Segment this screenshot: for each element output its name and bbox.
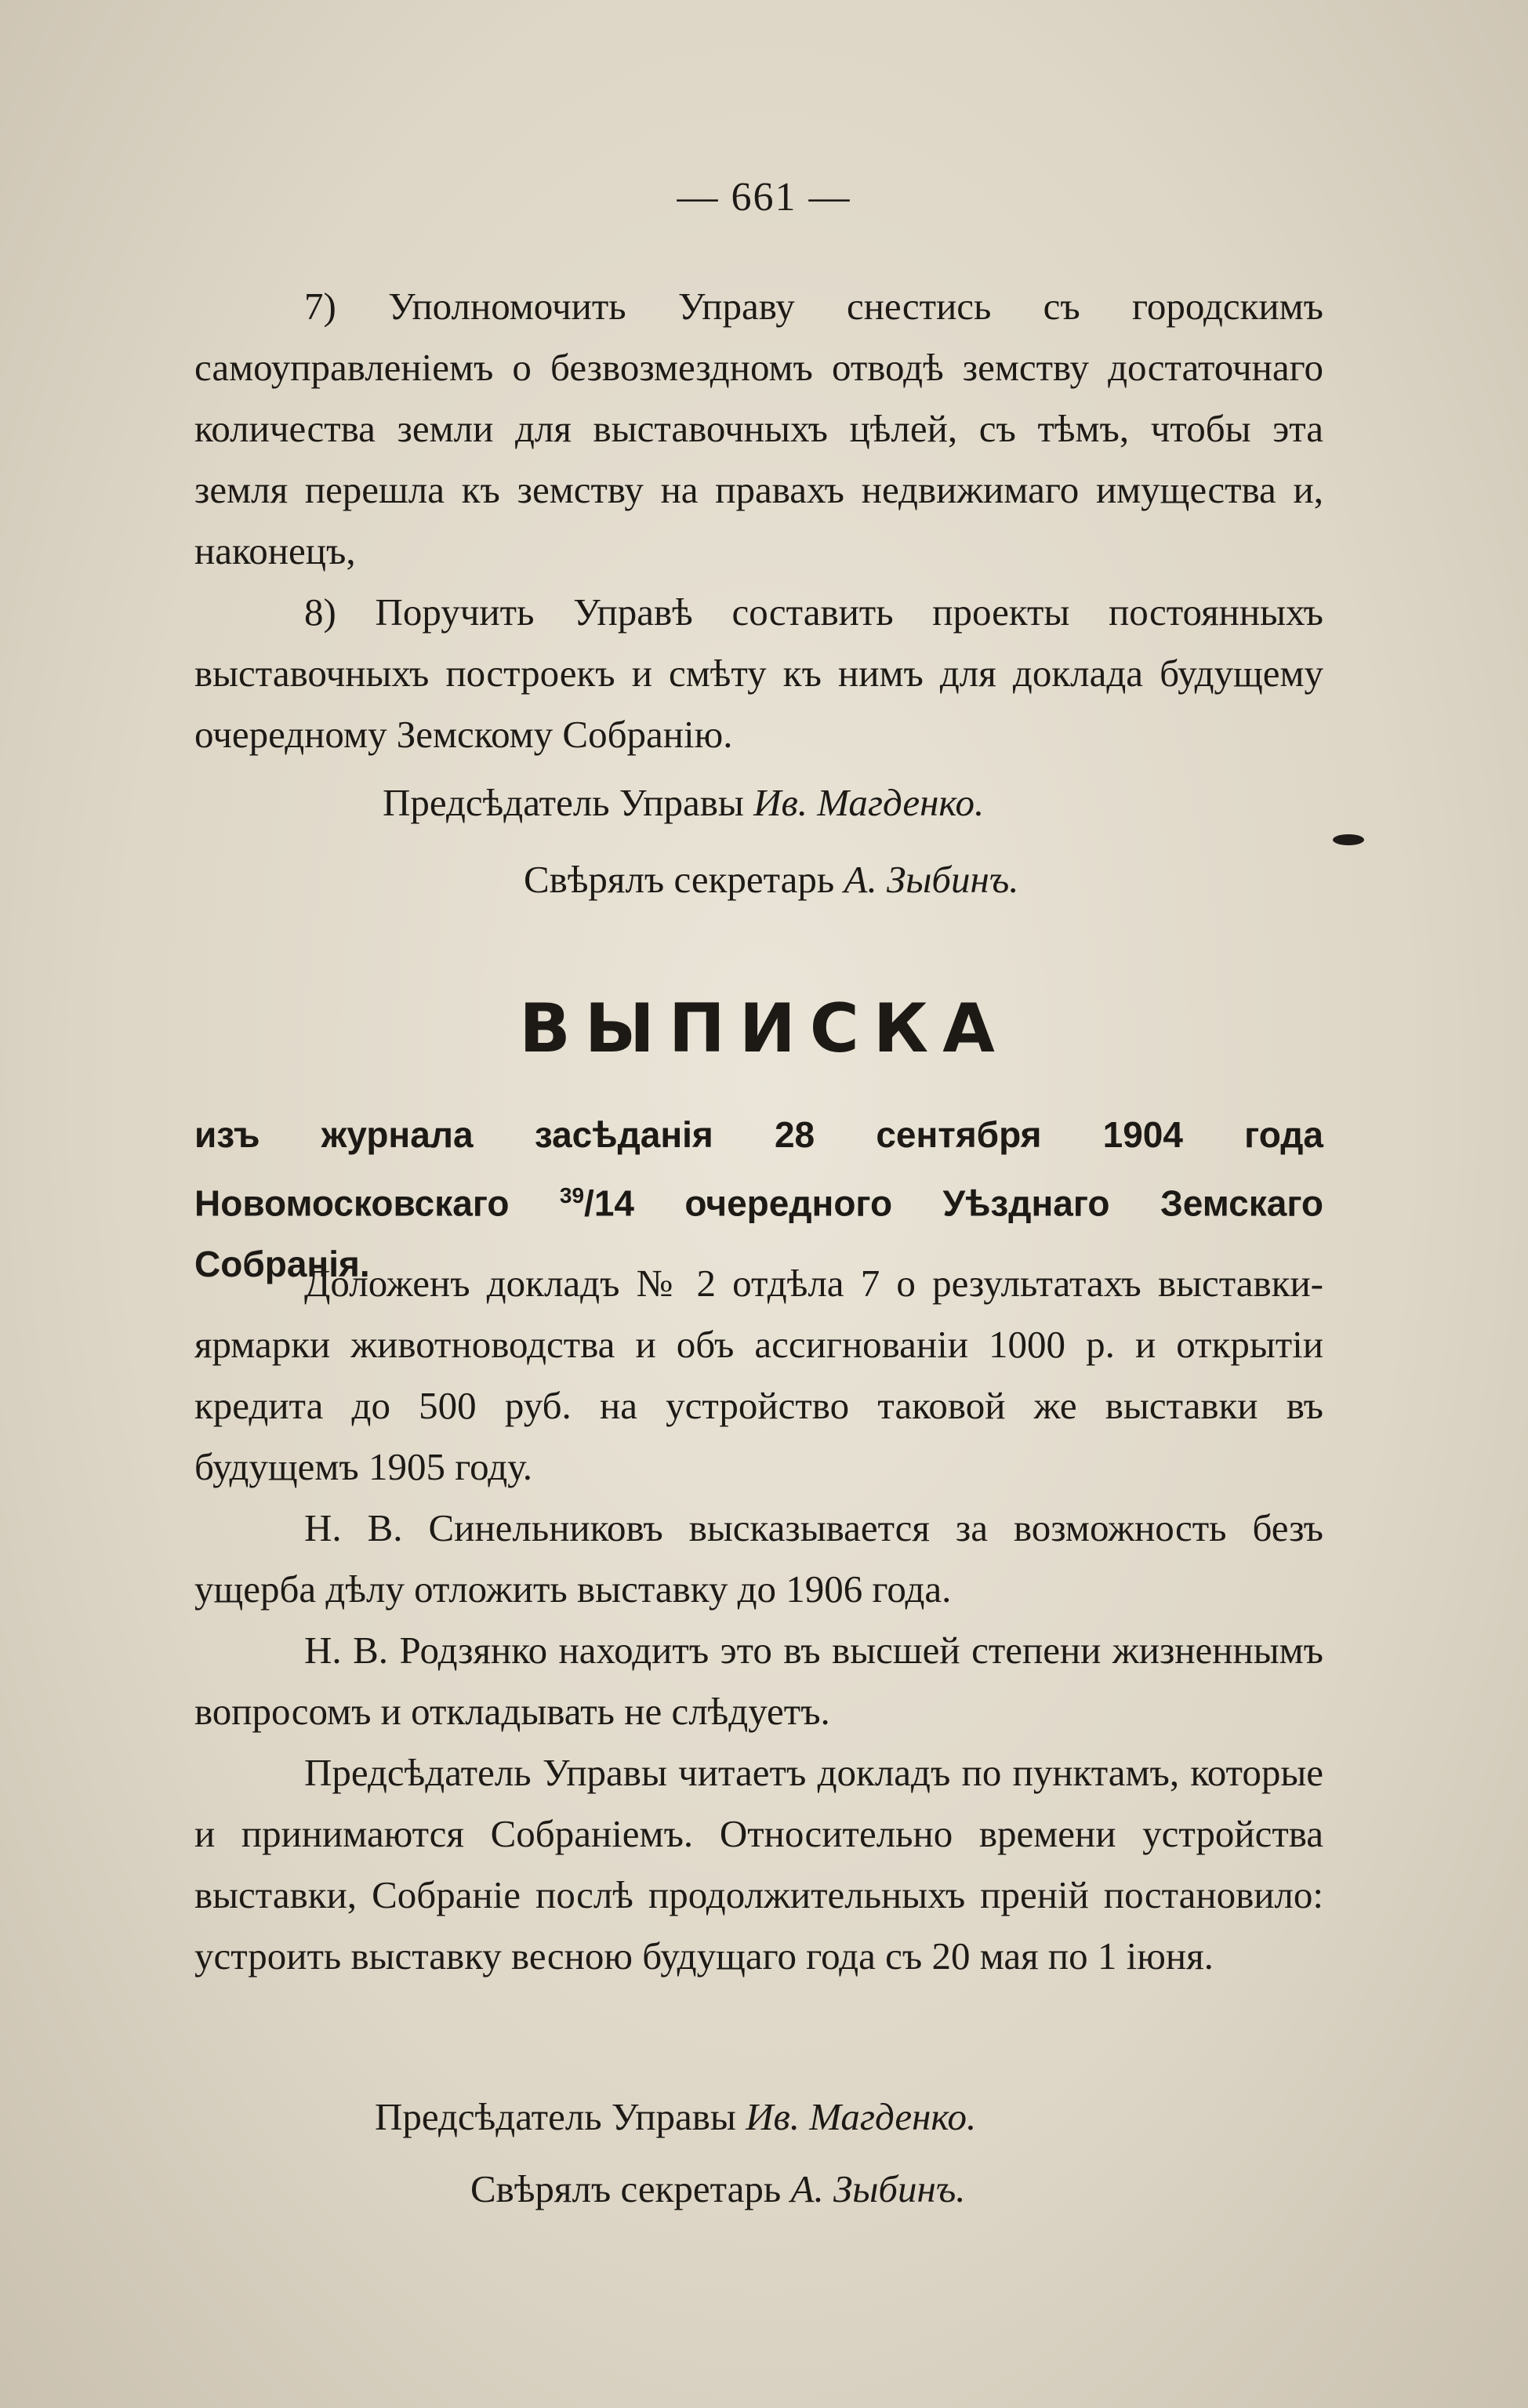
page-number: — 661 — [677,175,851,220]
signature-secretary-name: А. Зыбинъ. [844,858,1019,901]
paragraph-report: Доложенъ докладъ № 2 отдѣла 7 о результатахъ выставки-ярмарки животноводства и объ ассигнованіи 1000 р. и открытіи кредита до 500 руб. на устройство таковой же выставки въ будущемъ 1905 году. [194,1262,1323,1488]
item-8: 8) Поручить Управѣ составить проекты постоянныхъ выставочныхъ построекъ и смѣту къ нимъ для доклада будущему очередному Земскому Собранію. [194,590,1323,756]
signature-chair-label: Предсѣдатель Управы [375,2095,736,2138]
ink-mark [1333,834,1364,845]
signature-chair-top [383,779,984,826]
signature-secretary-name: А. Зыбинъ. [790,2167,966,2210]
subtitle-part1: изъ журнала засѣданія 28 сентября 1904 года Новомосковскаго [194,1114,1323,1224]
paragraph-resolution: Предсѣдатель Управы читаетъ докладъ по пунктамъ, которые и принимаются Собраніемъ. Относительно времени устройства выставки, Собраніе послѣ продолжительныхъ преній постановило: устроить выставку весною будущаго года съ 20 мая по 1 іюня. [194,1751,1323,1978]
subtitle-fraction-den: /14 [584,1182,634,1224]
paragraph-sinelnikov: Н. В. Синельниковъ высказывается за возможность безъ ущерба дѣлу отложить выставку до 1906 года. [194,1506,1323,1611]
signature-chair-bottom [375,2094,976,2141]
signature-secretary-bottom [470,2166,966,2213]
paragraph-rodzyanko: Н. В. Родзянко находитъ это въ высшей степени жизненнымъ вопросомъ и откладывать не слѣдуетъ. [194,1629,1323,1733]
top-section [194,276,1323,765]
extract-title: ВЫПИСКА [519,990,1009,1068]
signature-chair-name: Ив. Магденко. [753,781,985,824]
subtitle-part2: очередного Уѣзднаго Земскаго Собранія. [194,1182,1323,1285]
signature-chair-name: Ив. Магденко. [746,2095,977,2138]
signature-secretary-top [524,856,1019,903]
signature-chair-label: Предсѣдатель Управы [383,781,744,824]
subtitle-fraction-num: 39 [559,1183,585,1208]
signature-secretary-label: Свѣрялъ секретарь [524,858,835,901]
item-7: 7) Уполномочить Управу снестись съ городскимъ самоуправленіемъ о безвозмездномъ отводѣ земству достаточнаго количества земли для выставочныхъ цѣлей, съ тѣмъ, чтобы эта земля перешла къ земству на правахъ недвижимаго имущества и, наконецъ, [194,285,1323,572]
signature-secretary-label: Свѣрялъ секретарь [470,2167,782,2210]
extract-body [194,1253,1323,1987]
